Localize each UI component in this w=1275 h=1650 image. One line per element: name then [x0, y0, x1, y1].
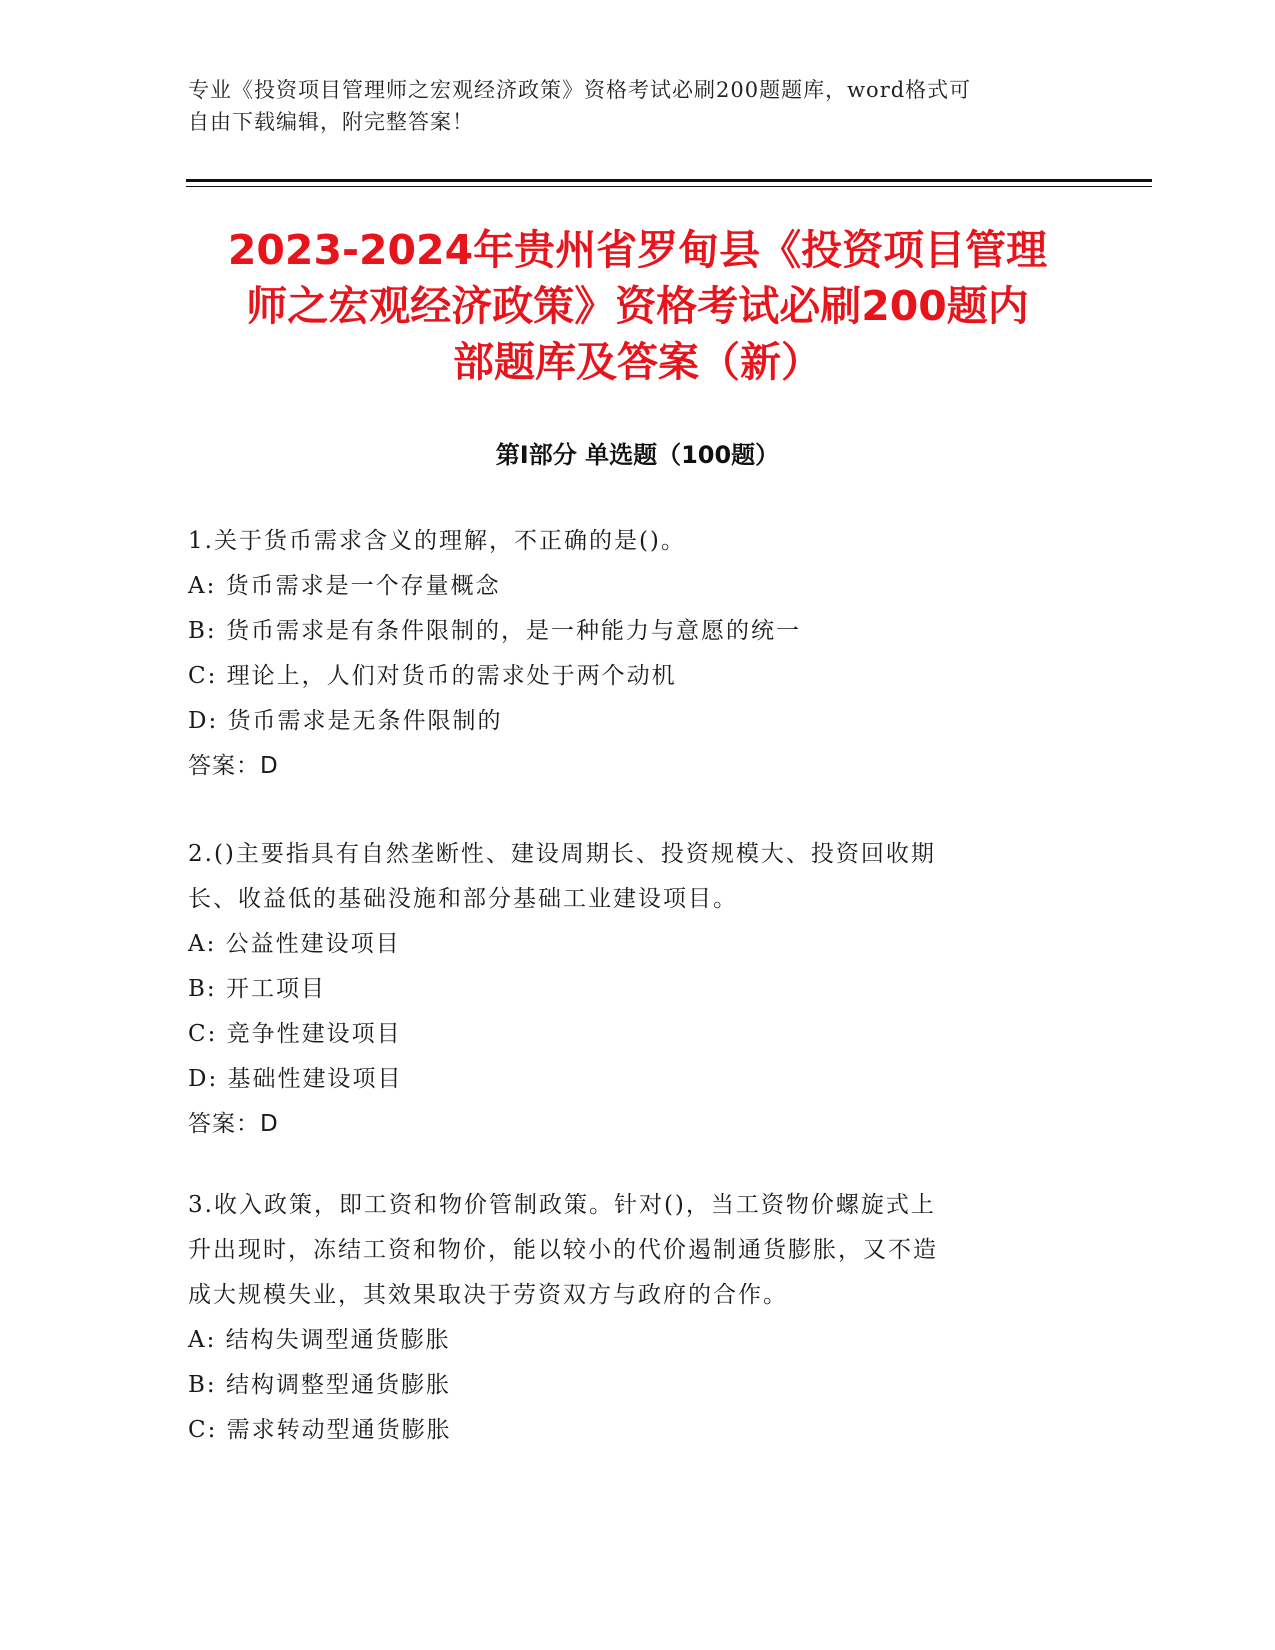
header-note-line-1: 专业《投资项目管理师之宏观经济政策》资格考试必刷200题题库，word格式可: [188, 78, 972, 102]
answer: 答案：D: [188, 1111, 279, 1137]
option-c: C: 需求转动型通货膨胀: [188, 1417, 452, 1443]
option-c: C: 理论上，人们对货币的需求处于两个动机: [188, 663, 677, 689]
question-3: [188, 1183, 1068, 1453]
header-note-line-2: 自由下载编辑，附完整答案！: [188, 110, 474, 134]
option-b: B: 货币需求是有条件限制的，是一种能力与意愿的统一: [188, 618, 801, 644]
header-rule-thin: [186, 186, 1152, 187]
question-1: [188, 519, 1068, 789]
option-c: C: 竞争性建设项目: [188, 1021, 402, 1047]
title-line-3: 部题库及答案（新）: [453, 338, 822, 386]
answer: 答案：D: [188, 753, 279, 779]
option-b: B: 结构调整型通货膨胀: [188, 1372, 451, 1398]
option-b: B: 开工项目: [188, 976, 326, 1002]
option-a: A: 结构失调型通货膨胀: [188, 1327, 451, 1353]
question-text: 1.关于货币需求含义的理解，不正确的是()。: [188, 528, 686, 554]
title-line-1: 2023-2024年贵州省罗甸县《投资项目管理: [227, 226, 1048, 274]
header-note: [188, 74, 1068, 138]
question-2: [188, 832, 1068, 1147]
option-a: A: 货币需求是一个存量概念: [188, 573, 501, 599]
title-line-2: 师之宏观经济政策》资格考试必刷200题内: [246, 282, 1029, 330]
document-title: [150, 222, 1125, 390]
question-text: 成大规模失业，其效果取决于劳资双方与政府的合作。: [188, 1282, 788, 1308]
option-d: D: 货币需求是无条件限制的: [188, 708, 503, 734]
question-text: 2.()主要指具有自然垄断性、建设周期长、投资规模大、投资回收期: [188, 841, 936, 867]
header-rule-thick: [186, 179, 1152, 182]
question-text: 长、收益低的基础没施和部分基础工业建设项目。: [188, 886, 738, 912]
option-a: A: 公益性建设项目: [188, 931, 401, 957]
question-text: 3.收入政策，即工资和物价管制政策。针对()，当工资物价螺旋式上: [188, 1192, 936, 1218]
section-title: 第Ⅰ部分 单选题（100题）: [495, 441, 780, 469]
option-d: D: 基础性建设项目: [188, 1066, 403, 1092]
question-text: 升出现时，冻结工资和物价，能以较小的代价遏制通货膨胀，又不造: [188, 1237, 938, 1263]
